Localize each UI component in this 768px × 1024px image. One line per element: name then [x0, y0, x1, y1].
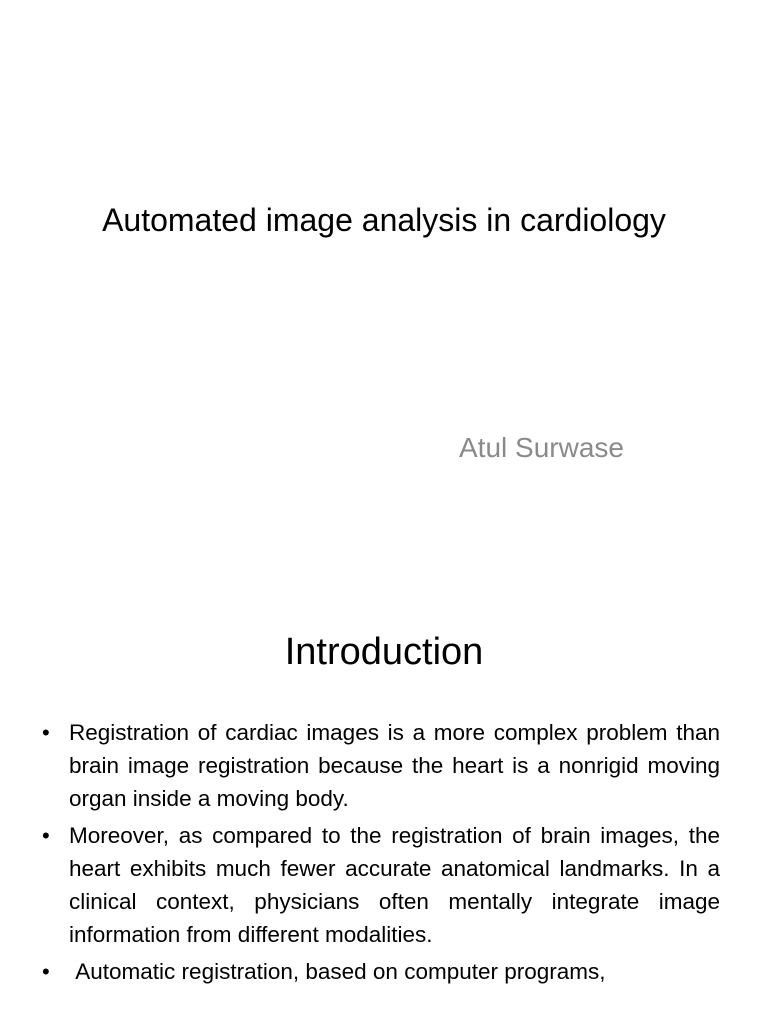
bullet-text: Moreover, as compared to the registration of brain images, the heart exhibits much fewer accurate anatomical landmarks. In a clinical context, physicians often mentally integrate image information from different modalities. — [69, 823, 720, 947]
bullet-icon: • — [42, 720, 50, 745]
introduction-slide — [0, 576, 768, 1024]
slide-title: Introduction — [284, 631, 484, 673]
bullet-item — [40, 819, 720, 951]
bullet-icon: • — [42, 823, 50, 848]
bullet-item — [40, 955, 720, 988]
author-name: Atul Surwase — [459, 432, 624, 463]
bullet-text: Automatic registration, based on computer programs, — [69, 959, 606, 984]
bullet-icon: • — [42, 959, 50, 984]
bullet-list — [40, 716, 720, 992]
bullet-text: Registration of cardiac images is a more complex problem than brain image registration because the heart is a nonrigid moving organ inside a moving body. — [69, 720, 720, 811]
bullet-item — [40, 716, 720, 815]
presentation-title: Automated image analysis in cardiology — [102, 202, 666, 238]
